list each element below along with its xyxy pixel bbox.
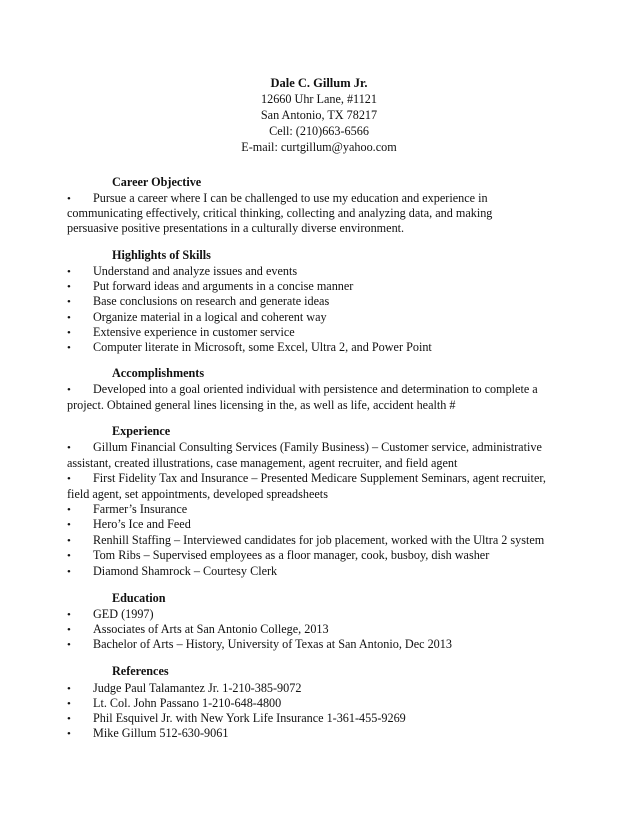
list-item: •Computer literate in Microsoft, some Excel, Ultra 2, and Power Point xyxy=(67,340,432,356)
bullet-icon xyxy=(67,726,93,742)
contact-header xyxy=(0,75,638,155)
list-item: •GED (1997) xyxy=(67,607,154,623)
list-item: •First Fidelity Tax and Insurance – Presented Medicare Supplement Seminars, agent recruiter, xyxy=(67,471,546,487)
address-line: 12660 Uhr Lane, #1121 xyxy=(261,92,377,106)
list-item: •Hero’s Ice and Feed xyxy=(67,517,191,533)
list-item: •Put forward ideas and arguments in a concise manner xyxy=(67,279,353,295)
list-item: •Extensive experience in customer service xyxy=(67,325,295,341)
bullet-icon xyxy=(67,711,93,727)
bullet-icon xyxy=(67,696,93,712)
list-item: •Tom Ribs – Supervised employees as a floor manager, cook, busboy, dish washer xyxy=(67,548,489,564)
list-item: •Mike Gillum 512-630-9061 xyxy=(67,726,228,742)
list-item: •Lt. Col. John Passano 1-210-648-4800 xyxy=(67,696,281,712)
bullet-icon xyxy=(67,548,93,564)
bullet-icon xyxy=(67,637,93,653)
skills-heading: Highlights of Skills xyxy=(112,248,211,262)
applicant-name: Dale C. Gillum Jr. xyxy=(270,76,368,90)
bullet-icon xyxy=(67,340,93,356)
bullet-icon xyxy=(67,279,93,295)
list-item: •Judge Paul Talamantez Jr. 1-210-385-9072 xyxy=(67,681,301,697)
list-item: •Understand and analyze issues and events xyxy=(67,264,297,280)
list-item-continuation: field agent, set appointments, developed spreadsheets xyxy=(67,487,328,501)
list-item: •Bachelor of Arts – History, University of Texas at San Antonio, Dec 2013 xyxy=(67,637,452,653)
accomplishments-heading: Accomplishments xyxy=(112,366,205,380)
bullet-icon xyxy=(67,310,93,326)
list-item: •Gillum Financial Consulting Services (Family Business) – Customer service, administrative xyxy=(67,440,542,456)
cell-phone: Cell: (210)663-6566 xyxy=(269,124,369,138)
email-line: E-mail: curtgillum@yahoo.com xyxy=(241,140,397,154)
list-item: •Diamond Shamrock – Courtesy Clerk xyxy=(67,564,277,580)
objective-line: communicating effectively, critical thinking, collecting and analyzing data, and making xyxy=(67,206,493,220)
bullet-icon xyxy=(67,382,93,398)
list-item: •Associates of Arts at San Antonio College, 2013 xyxy=(67,622,329,638)
bullet-icon xyxy=(67,564,93,580)
education-heading: Education xyxy=(112,591,166,605)
list-item-continuation: project. Obtained general lines licensing in the, as well as life, accident health # xyxy=(67,398,456,412)
references-heading: References xyxy=(112,664,169,678)
bullet-icon xyxy=(67,622,93,638)
bullet-icon xyxy=(67,533,93,549)
bullet-icon xyxy=(67,517,93,533)
objective-heading: Career Objective xyxy=(112,175,202,189)
bullet-icon xyxy=(67,325,93,341)
experience-heading: Experience xyxy=(112,424,171,438)
bullet-icon xyxy=(67,471,93,487)
list-item: •Organize material in a logical and coherent way xyxy=(67,310,327,326)
list-item: •Developed into a goal oriented individual with persistence and determination to complete a xyxy=(67,382,538,398)
list-item: •Renhill Staffing – Interviewed candidates for job placement, worked with the Ultra 2 system xyxy=(67,533,544,549)
bullet-icon xyxy=(67,440,93,456)
objective-line: persuasive positive presentations in a culturally diverse environment. xyxy=(67,221,405,235)
objective-line: •Pursue a career where I can be challenged to use my education and experience in xyxy=(67,191,488,207)
list-item: •Base conclusions on research and generate ideas xyxy=(67,294,329,310)
bullet-icon xyxy=(67,191,93,207)
bullet-icon xyxy=(67,607,93,623)
city-line: San Antonio, TX 78217 xyxy=(260,108,378,122)
list-item: •Farmer’s Insurance xyxy=(67,502,187,518)
list-item: •Phil Esquivel Jr. with New York Life Insurance 1-361-455-9269 xyxy=(67,711,406,727)
bullet-icon xyxy=(67,294,93,310)
list-item-continuation: assistant, created illustrations, case management, agent recruiter, and field agent xyxy=(67,456,458,470)
bullet-icon xyxy=(67,681,93,697)
bullet-icon xyxy=(67,502,93,518)
bullet-icon xyxy=(67,264,93,280)
